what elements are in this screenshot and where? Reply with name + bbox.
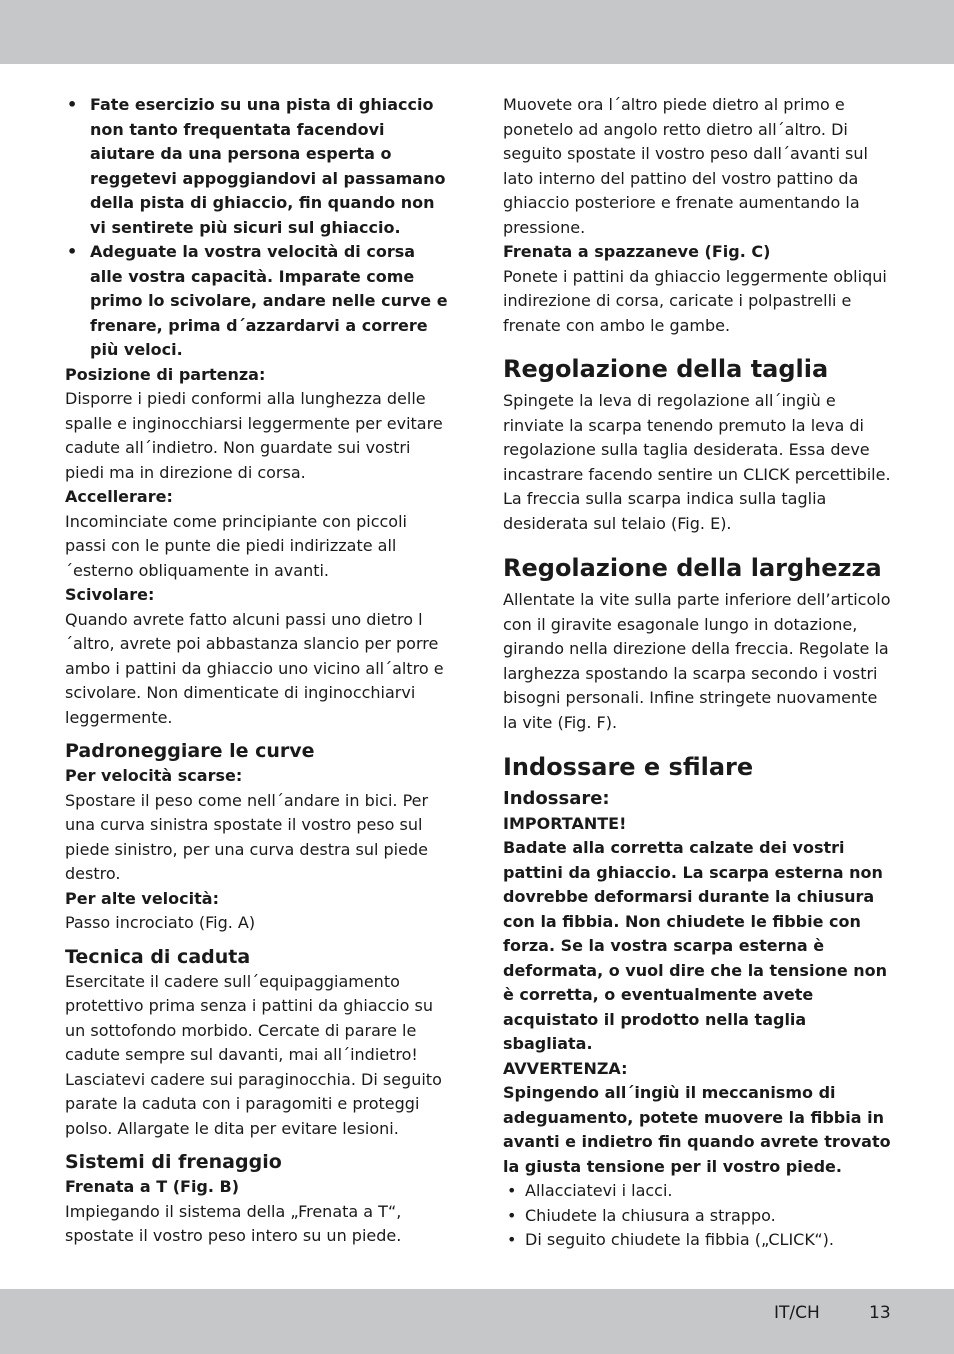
footer-language: IT/CH xyxy=(774,1303,820,1323)
header-bar xyxy=(0,0,954,64)
intro-text: Muovete ora l´altro piede dietro al primo e ponetelo ad angolo retto dietro all´altro. Di seguito spostate il vostro peso dall´avanti sul lato interno del pattino del vostro pattino da ghiaccio posteriore e frenate aumentando la pressione. xyxy=(503,95,868,237)
warning-label: AVVERTENZA: xyxy=(503,1058,628,1078)
right-column xyxy=(503,93,891,1253)
page-number: 13 xyxy=(869,1303,891,1323)
glide-text: Quando avrete fatto alcuni passi uno dietro l´altro, avrete poi abbastanza slancio per porre ambo i pattini da ghiaccio uno vicino all´altro e scivolare. Non dimenticate di inginocchiarvi leggermente. xyxy=(65,609,444,727)
width-heading: Regolazione della larghezza xyxy=(503,554,882,582)
start-label: Posizione di partenza: xyxy=(65,364,266,384)
list-item: • Allacciatevi i lacci. xyxy=(503,1179,891,1204)
important-label: IMPORTANTE! xyxy=(503,813,627,833)
glide-label: Scivolare: xyxy=(65,585,155,604)
start-text: Disporre i piedi conformi alla lunghezza delle spalle e inginocchiarsi leggermente per evitare cadute all´indietro. Non guardate sui vostri piedi ma in direzione di corsa. xyxy=(65,389,443,482)
fast-label: Per alte velocità: xyxy=(65,888,219,908)
wear-heading: Indossare e sfilare xyxy=(503,753,754,781)
wear-label: Indossare: xyxy=(503,788,610,809)
list-item: • Chiudete la chiusura a strappo. xyxy=(503,1204,891,1229)
tbrake-text: Impiegando il sistema della „Frenata a T“, spostate il vostro peso intero su un piede. xyxy=(65,1201,402,1245)
size-text: Spingete la leva di regolazione all´ingiù e rinviate la scarpa tenendo premuto la leva di regolazione sulla taglia desiderata. Essa deve incastrare facendo sentire un CLICK percettibile. La freccia sulla scarpa indica sulla taglia desiderata sul telaio (Fig. E). xyxy=(503,391,891,533)
slow-text: Spostare il peso come nell´andare in bici. Per una curva sinistra spostate il vostro peso sul piede sinistro, per una curva destra sul piede destro. xyxy=(65,790,429,883)
fall-heading: Tecnica di caduta xyxy=(65,945,251,968)
accel-label: Accellerare: xyxy=(65,487,173,506)
tbrake-label: Frenata a T (Fig. B) xyxy=(65,1177,240,1196)
width-text: Allentate la vite sulla parte inferiore dell’articolo con il giravite esagonale lungo in dotazione, girando nella direzione della freccia. Regolate la larghezza spostando la scarpa secondo i vostri bisogni personali. Infine stringete nuovamente la vite (Fig. F). xyxy=(503,590,891,732)
fall-text: Esercitate il cadere sull´equipaggiamento protettivo prima senza i pattini da ghiaccio su un sottofondo morbido. Cercate di parare le cadute sempre sul davanti, mai all´indietro! Lasciatevi cadere sui paraginocchia. Di seguito parate la caduta con i paragomiti e proteggi polso. Allargate le dita per evitare lesioni. xyxy=(65,971,442,1138)
safety-bullets xyxy=(65,93,453,363)
warning-text: Spingendo all´ingiù il meccanismo di adeguamento, potete muovere la fibbia in avanti e indietro fin quando avrete trovato la giusta tensione per il vostro piede. xyxy=(503,1083,891,1176)
list-item: • Fate esercizio su una pista di ghiaccio non tanto frequentata facendovi aiutare da una persona esperta o reggetevi appoggiandovi al passamano della pista di ghiaccio, fin quando non vi sentirete più sicuri sul ghiaccio. xyxy=(65,93,453,240)
brake-heading: Sistemi di frenaggio xyxy=(65,1151,282,1173)
snow-text: Ponete i pattini da ghiaccio leggermente obliqui indirezione di corsa, caricate i polpastrelli e frenate con ambo le gambe. xyxy=(503,266,887,335)
accel-text: Incominciate come principiante con piccoli passi con le punte die piedi indirizzate all´esterno obliquamente in avanti. xyxy=(65,511,407,580)
left-column xyxy=(65,93,453,1249)
snow-label: Frenata a spazzaneve (Fig. C) xyxy=(503,242,771,261)
size-heading: Regolazione della taglia xyxy=(503,355,829,383)
wear-steps xyxy=(503,1179,891,1253)
fast-text: Passo incrociato (Fig. A) xyxy=(65,913,256,932)
important-text: Badate alla corretta calzate dei vostri pattini da ghiaccio. La scarpa esterna non dovrebbe deformarsi durante la chiusura con la fibbia. Non chiudete le fibbie con forza. Se la vostra scarpa esterna è deformata, o vuol dire che la tensione non è corretta, o eventualmente avete acquistato il prodotto nella taglia sbagliata. xyxy=(503,838,888,1053)
slow-label: Per velocità scarse: xyxy=(65,766,243,785)
list-item: • Di seguito chiudete la fibbia („CLICK“). xyxy=(503,1228,891,1253)
list-item: • Adeguate la vostra velocità di corsa alle vostra capacità. Imparate come primo lo scivolare, andare nelle curve e frenare, prima d´azzardarvi a correre più veloci. xyxy=(65,240,453,363)
curves-heading: Padroneggiare le curve xyxy=(65,740,315,762)
